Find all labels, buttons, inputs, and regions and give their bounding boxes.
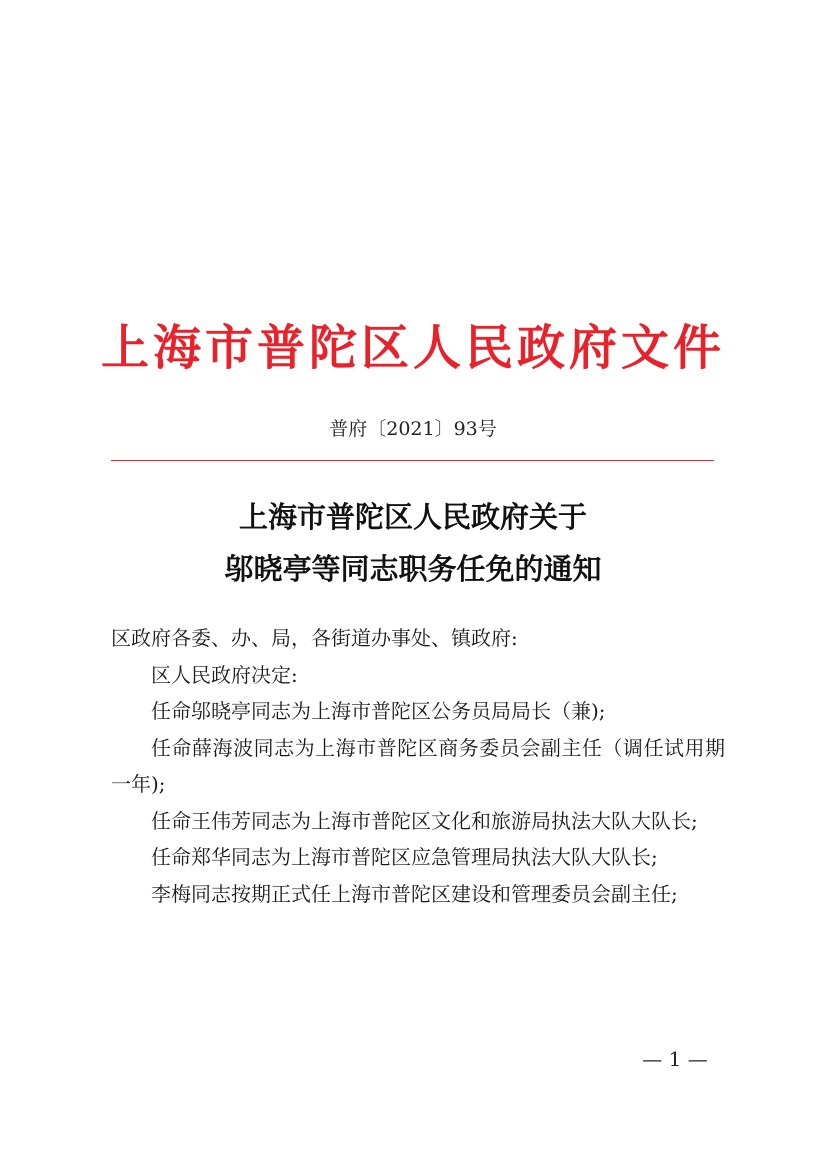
addressee-line: 区政府各委、办、局，各街道办事处、镇政府:: [111, 626, 518, 650]
body-paragraph: 区人民政府决定:: [151, 662, 298, 687]
notice-title-line-2: 邬晓亭等同志职务任免的通知: [224, 552, 602, 586]
body-paragraph: 任命郑华同志为上海市普陀区应急管理局执法大队大队长;: [151, 845, 658, 869]
body-paragraph: 任命王伟芳同志为上海市普陀区文化和旅游局执法大队大队长;: [151, 808, 698, 833]
body-paragraph: 任命薛海波同志为上海市普陀区商务委员会副主任（调任试用期一年);: [111, 735, 725, 796]
document-body: [111, 620, 725, 912]
page-number: — 1 —: [642, 1047, 708, 1071]
red-divider-line: [111, 460, 714, 461]
document-issuer-title: 上海市普陀区人民政府文件: [100, 320, 725, 376]
notice-title-line-1: 上海市普陀区人民政府关于: [238, 500, 587, 534]
document-number: 普府〔2021〕93号: [329, 418, 497, 440]
body-paragraph: 任命邬晓亭同志为上海市普陀区公务员局局长（兼);: [151, 699, 606, 723]
body-paragraph: 李梅同志按期正式任上海市普陀区建设和管理委员会副主任;: [151, 881, 678, 906]
